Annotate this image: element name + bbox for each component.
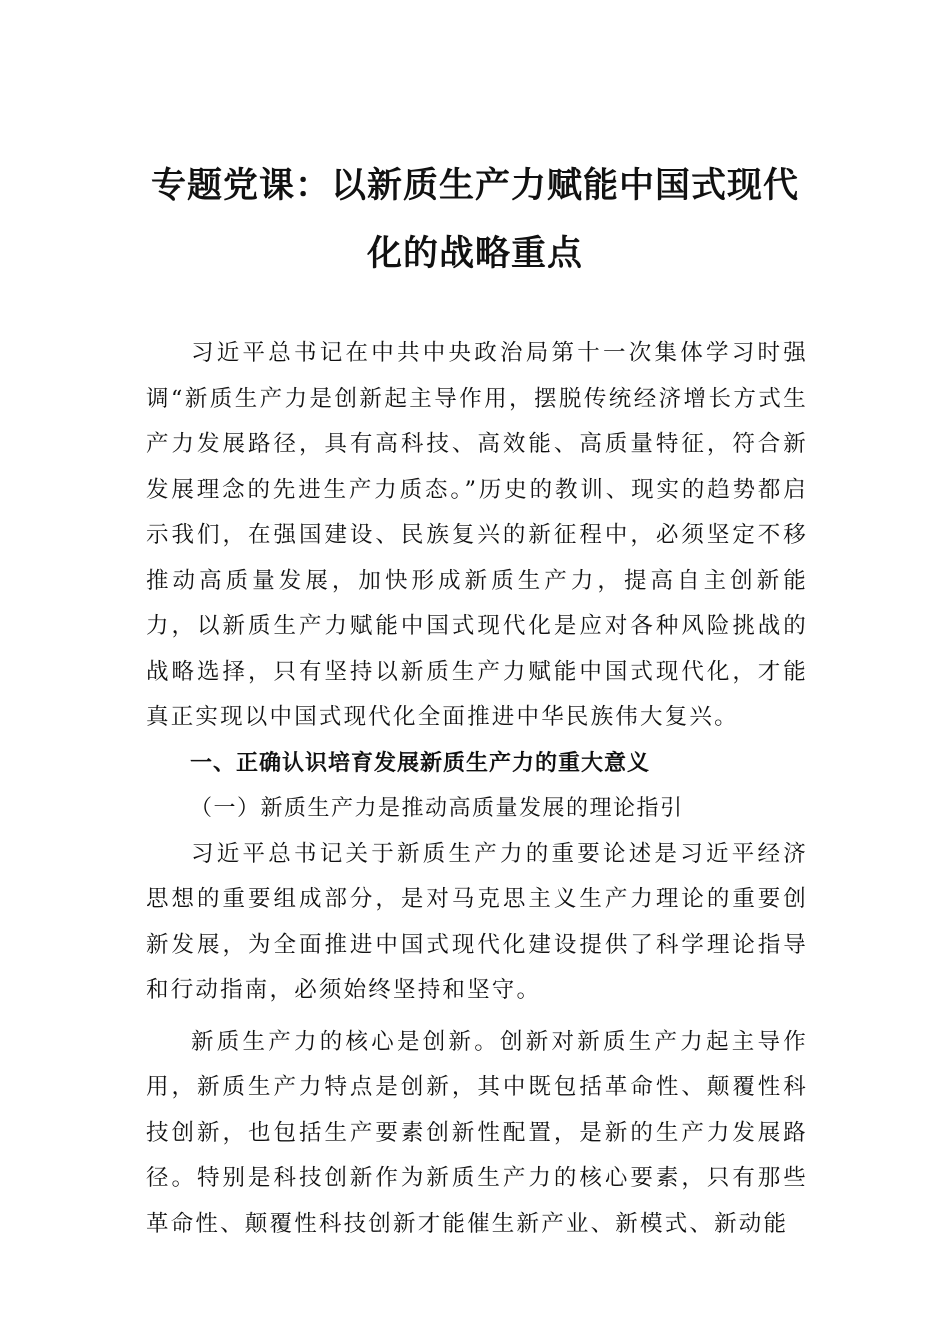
document-title: [140, 152, 810, 288]
subsection-heading: （一）新质生产力是推动高质量发展的理论指引: [190, 796, 684, 821]
body-paragraph-2: 新质生产力的核心是创新。创新对新质生产力起主导作用，新质生产力特点是创新，其中既包括革命性、颠覆性科技创新，也包括生产要素创新性配置，是新的生产力发展路径。特别是科技创新作为新质生产力的核心要素，只有那些革命性、颠覆性科技创新才能催生新产业、新模式、新动能: [146, 1028, 808, 1237]
document-body: [146, 331, 808, 1247]
body-paragraph-1: 习近平总书记关于新质生产力的重要论述是习近平经济思想的重要组成部分，是对马克思主义生产力理论的重要创新发展，为全面推进中国式现代化建设提供了科学理论指导和行动指南，必须始终坚持和坚守。: [146, 840, 808, 1003]
section-heading: 一、正确认识培育发展新质生产力的重大意义: [190, 750, 651, 776]
title-line-1: 专题党课：以新质生产力赋能中国式现代: [150, 165, 799, 206]
title-line-2: 化的战略重点: [366, 233, 583, 274]
intro-paragraph: 习近平总书记在中共中央政治局第十一次集体学习时强调“新质生产力是创新起主导作用，摆脱传统经济增长方式生产力发展路径，具有高科技、高效能、高质量特征，符合新发展理念的先进生产力质态。”历史的教训、现实的趋势都启示我们，在强国建设、民族复兴的新征程中，必须坚定不移推动高质量发展，加快形成新质生产力，提高自主创新能力，以新质生产力赋能中国式现代化是应对各种风险挑战的战略选择，只有坚持以新质生产力赋能中国式现代化，才能真正实现以中国式现代化全面推进中华民族伟大复兴。: [146, 340, 808, 730]
